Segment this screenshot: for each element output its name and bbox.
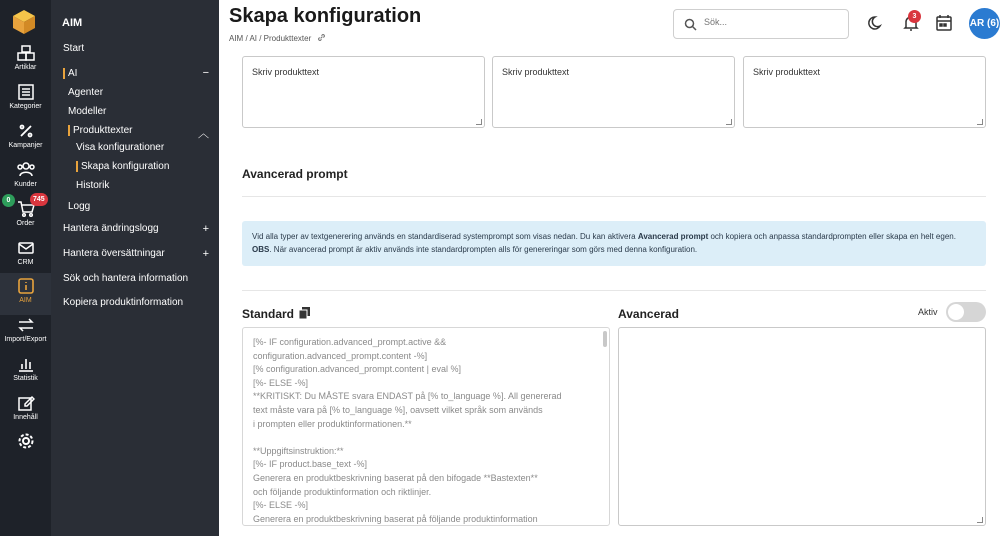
arrows-icon bbox=[17, 316, 35, 334]
avatar[interactable]: AR (6) bbox=[969, 8, 1000, 39]
rail-item-statistik[interactable] bbox=[0, 355, 51, 393]
chart-icon bbox=[17, 355, 35, 373]
menu-item-andringslogg[interactable]: Hantera ändringslogg bbox=[63, 223, 159, 234]
menu-item-visa-konfigurationer[interactable]: Visa konfigurationer bbox=[76, 142, 165, 153]
list-icon bbox=[17, 83, 35, 101]
rail-item-kategorier[interactable] bbox=[0, 83, 51, 121]
menu-item-agenter[interactable]: Agenter bbox=[68, 87, 104, 98]
gear-icon bbox=[17, 432, 35, 450]
standard-heading-text: Standard bbox=[242, 307, 295, 321]
rail-label: Innehåll bbox=[13, 414, 38, 421]
search-input[interactable] bbox=[704, 17, 834, 27]
rail-item-innehall[interactable] bbox=[0, 394, 51, 432]
scrollbar[interactable] bbox=[603, 331, 607, 347]
info-text: och kopiera och anpassa standardprompten eller skapa en helt egen. bbox=[708, 232, 956, 241]
rail-label: CRM bbox=[17, 259, 34, 266]
users-icon bbox=[16, 161, 36, 179]
rail-label: Artiklar bbox=[14, 64, 37, 71]
moon-icon[interactable] bbox=[867, 14, 885, 32]
menu-item-logg[interactable]: Logg bbox=[68, 201, 91, 212]
toggle-knob bbox=[948, 304, 964, 320]
edit-icon bbox=[17, 394, 35, 412]
info-text: . När avancerad prompt är aktiv används inte standardprompten alls för genereringar som görs med denna konfiguration. bbox=[269, 245, 698, 254]
standard-prompt-text: [%- IF configuration.advanced_prompt.active && configuration.advanced_prompt.content -%] [% configuration.advanced_prompt.content | eval %] [%- ELSE -%] **KRITISKT: Du MÅSTE svara ENDAST på [% to_language %]. All genererad text måste vara på [% to_language %], oavsett vilket språk som används i prompten eller produktinformationen.** **Uppgiftsinstruktion:** [%- IF product.base_text -%] Generera en produktbeskrivning baserat på den bifogade **Bastexten** och följande produktinformation och riktlinjer. [%- ELSE -%] Generera en produktbeskrivning baserat på följande produktinformation bbox=[253, 337, 562, 524]
product-text-placeholder: Skriv produkttext bbox=[252, 67, 320, 77]
rail-item-import-export[interactable] bbox=[0, 316, 51, 354]
collapse-produkttexter-icon[interactable]: ︿ bbox=[198, 128, 209, 140]
product-text-area-1[interactable] bbox=[242, 56, 485, 128]
breadcrumb bbox=[229, 33, 326, 43]
menu-item-start[interactable]: Start bbox=[63, 43, 85, 54]
info-bold: OBS bbox=[252, 245, 270, 254]
menu-item-historik[interactable]: Historik bbox=[76, 180, 110, 191]
menu-item-skapa-konfiguration[interactable]: Skapa konfiguration bbox=[76, 161, 169, 172]
menu-item-ai[interactable]: AI bbox=[63, 68, 77, 79]
link-icon[interactable] bbox=[317, 33, 326, 42]
page-title: Skapa konfiguration bbox=[229, 5, 422, 27]
percent-icon bbox=[17, 122, 35, 140]
rail-label: Order bbox=[16, 220, 35, 227]
advanced-toggle[interactable] bbox=[946, 302, 986, 322]
aim-menu bbox=[51, 0, 219, 536]
rail-label: AIM bbox=[19, 297, 32, 304]
product-text-placeholder: Skriv produkttext bbox=[753, 67, 821, 77]
rail-label: Kampanjer bbox=[8, 142, 43, 149]
info-icon bbox=[17, 277, 35, 295]
expand-andringslogg-icon[interactable]: + bbox=[202, 223, 209, 235]
order-badge-red: 745 bbox=[30, 193, 48, 206]
icon-rail bbox=[0, 0, 51, 536]
search-icon bbox=[684, 18, 697, 31]
rail-item-crm[interactable] bbox=[0, 239, 51, 277]
rail-item-kampanjer[interactable] bbox=[0, 122, 51, 160]
menu-title: AIM bbox=[62, 17, 83, 29]
rail-label: Kategorier bbox=[9, 103, 42, 110]
breadcrumb-text[interactable]: AIM / AI / Produkttexter bbox=[229, 34, 312, 43]
advanced-prompt-heading: Avancerad prompt bbox=[242, 167, 348, 181]
info-box bbox=[242, 221, 986, 266]
advanced-heading: Avancerad bbox=[618, 307, 679, 321]
rail-item-aim[interactable] bbox=[0, 273, 51, 315]
expand-oversattningar-icon[interactable]: + bbox=[202, 248, 209, 260]
toggle-label: Aktiv bbox=[918, 307, 938, 317]
info-text: Vid alla typer av textgenerering används en standardiserad systemprompt som visas nedan. Du kan aktivera bbox=[252, 232, 638, 241]
product-text-placeholder: Skriv produkttext bbox=[502, 67, 570, 77]
menu-item-kopiera[interactable]: Kopiera produktinformation bbox=[63, 297, 184, 308]
boxes-icon bbox=[17, 44, 35, 62]
order-badge-green: 0 bbox=[2, 194, 15, 207]
menu-item-sok-information[interactable]: Sök och hantera information bbox=[63, 273, 189, 284]
info-bold: Avancerad prompt bbox=[637, 232, 709, 241]
menu-item-oversattningar[interactable]: Hantera översättningar bbox=[63, 248, 165, 259]
rail-item-settings[interactable] bbox=[0, 432, 51, 470]
product-text-area-2[interactable] bbox=[492, 56, 735, 128]
copy-icon[interactable] bbox=[299, 307, 310, 319]
rail-item-artiklar[interactable] bbox=[0, 44, 51, 82]
notification-badge: 3 bbox=[908, 10, 921, 23]
menu-item-produkttexter[interactable]: Produkttexter bbox=[68, 125, 132, 136]
collapse-ai-icon[interactable]: − bbox=[202, 67, 209, 79]
standard-prompt-textarea[interactable] bbox=[242, 327, 610, 526]
divider bbox=[242, 196, 986, 197]
calendar-icon[interactable] bbox=[935, 14, 953, 32]
advanced-prompt-textarea[interactable] bbox=[618, 327, 986, 526]
mail-icon bbox=[17, 239, 35, 257]
product-text-area-3[interactable] bbox=[743, 56, 986, 128]
menu-item-modeller[interactable]: Modeller bbox=[68, 106, 107, 117]
divider bbox=[242, 290, 986, 291]
rail-label: Statistik bbox=[13, 375, 38, 382]
rail-label: Import/Export bbox=[4, 336, 47, 343]
standard-heading bbox=[242, 307, 310, 321]
rail-label: Kunder bbox=[14, 181, 37, 188]
logo-icon[interactable] bbox=[12, 9, 36, 35]
search-box[interactable] bbox=[673, 9, 849, 39]
